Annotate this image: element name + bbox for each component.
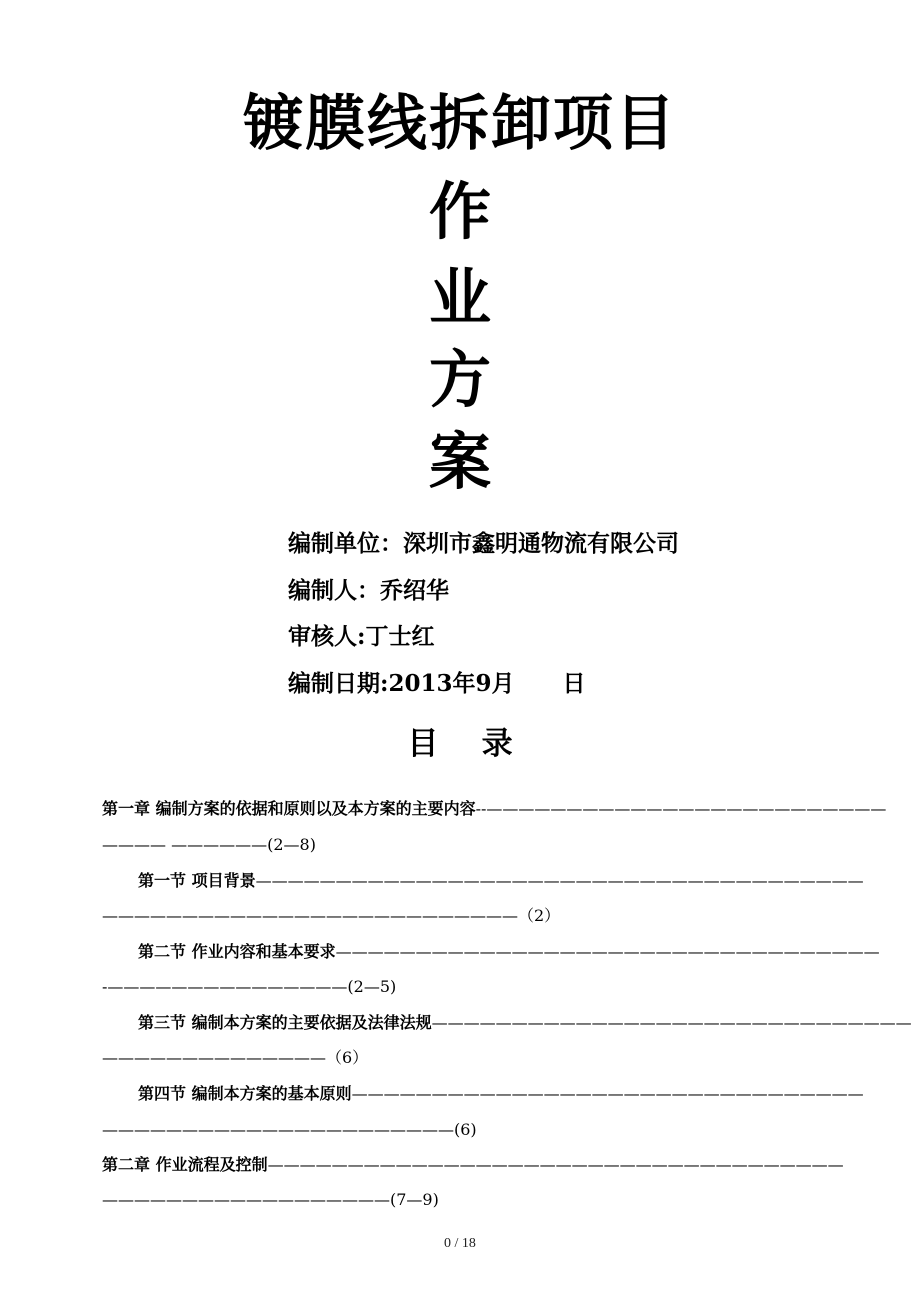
toc-leader: —————————————— — [102, 1048, 326, 1067]
toc-entry-section-1[interactable] — [138, 870, 864, 892]
toc-entry-section-2-cont[interactable] — [102, 976, 850, 998]
toc-page-range: （2） — [518, 906, 561, 925]
toc-entry-label: 第四节 编制本方案的基本原则 — [138, 1084, 352, 1103]
toc-leader: —————————————————————————————————————— — [255, 871, 864, 890]
toc-entry-section-2[interactable] — [138, 941, 880, 963]
toc-leader: —————————————————————————— — [102, 906, 518, 925]
toc-entry-label: 第一章 编制方案的依据和原则以及本方案的主要内容 — [102, 799, 476, 818]
toc-page-range: (2—8) — [267, 835, 316, 854]
toc-leader: -——————————————— — [102, 977, 348, 996]
page-indicator: 0 / 18 — [444, 1236, 476, 1251]
toc-leader: ———————————————————————————————— — [351, 1084, 864, 1103]
toc-page-range: (7—9) — [390, 1190, 439, 1209]
toc-entry-section-3-cont[interactable] — [102, 1047, 850, 1069]
toc-entry-section-4-cont[interactable] — [102, 1119, 850, 1141]
toc-page-range: (6) — [454, 1120, 477, 1139]
document-title: 镀膜线拆卸项目 — [243, 89, 677, 159]
compile-date: 编制日期:2013年9月 日 — [288, 670, 586, 697]
toc-entry-section-4[interactable] — [138, 1083, 864, 1105]
toc-leader: ———————————————————————————————————— — [267, 1155, 844, 1174]
toc-page-range: （6） — [326, 1048, 369, 1067]
compiler: 编制人：乔绍华 — [288, 577, 449, 604]
compiling-unit: 编制单位：深圳市鑫明通物流有限公司 — [288, 530, 679, 557]
toc-leader: —————————————————— — [102, 1190, 390, 1209]
vertical-title-char-3: 方 — [428, 343, 491, 416]
toc-entry-section-3[interactable] — [138, 1012, 912, 1034]
toc-entry-section-1-cont[interactable] — [102, 905, 850, 927]
toc-title: 目 录 — [407, 726, 513, 762]
vertical-title-char-4: 案 — [428, 425, 491, 498]
toc-entry-label: 第二节 作业内容和基本要求 — [138, 942, 336, 961]
toc-leader: —————————————————————— — [102, 1120, 454, 1139]
toc-entry-label: 第一节 项目背景 — [138, 871, 256, 890]
toc-leader: ———— —————— — [102, 835, 268, 854]
toc-entry-label: 第三节 编制本方案的主要依据及法律法规 — [138, 1013, 432, 1032]
vertical-title-char-2: 业 — [428, 261, 491, 334]
toc-leader: --————————————————————————— — [475, 799, 887, 818]
reviewer: 审核人:丁士红 — [288, 623, 435, 650]
toc-entry-label: 第二章 作业流程及控制 — [102, 1155, 268, 1174]
toc-entry-chapter-1[interactable] — [102, 798, 887, 820]
toc-entry-chapter-2[interactable] — [102, 1154, 844, 1176]
toc-page-range: (2—5) — [347, 977, 397, 996]
toc-entry-chapter-2-cont[interactable] — [102, 1189, 850, 1211]
vertical-title-char-1: 作 — [428, 175, 491, 248]
toc-leader: —————————————————————————————————— — [335, 942, 880, 961]
toc-entry-chapter-1-cont[interactable] — [102, 834, 850, 856]
toc-leader: —————————————————————————————— — [431, 1013, 912, 1032]
